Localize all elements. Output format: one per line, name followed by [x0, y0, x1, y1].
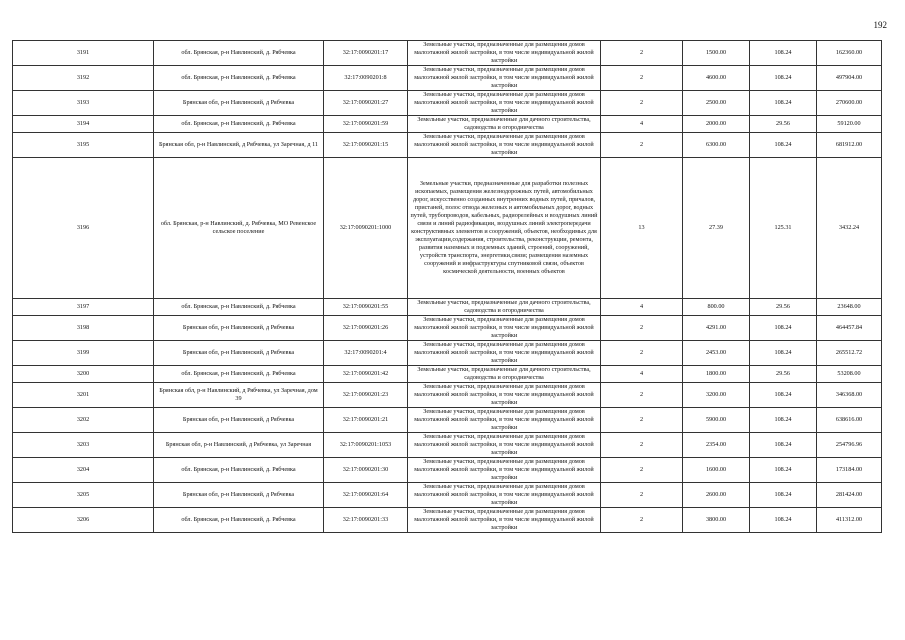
address-cell: обл. Брянская, р-н Навлинский, д. Рябчевка [154, 41, 324, 66]
land-use-cell: Земельные участки, предназначенные для размещения домов малоэтажной жилой застройки, в том числе индивидуальной жилой застройки [408, 133, 601, 158]
area-cell: 1500.00 [683, 41, 750, 66]
value-cell: 281424.00 [817, 483, 882, 508]
land-use-cell: Земельные участки, предназначенные для размещения домов малоэтажной жилой застройки, в том числе индивидуальной жилой застройки [408, 341, 601, 366]
row-number: 3203 [13, 433, 154, 458]
rate-cell: 108.24 [750, 458, 817, 483]
cadastral-number-cell: 32:17:0090201:59 [324, 116, 408, 133]
cadastral-number-cell: 32:17:0090201:27 [324, 91, 408, 116]
table-row [13, 408, 882, 433]
table-row [13, 158, 882, 299]
area-cell: 2500.00 [683, 91, 750, 116]
table-row [13, 366, 882, 383]
rate-cell: 29.56 [750, 366, 817, 383]
cadastral-number-cell: 32:17:0090201:23 [324, 383, 408, 408]
value-cell: 53208.00 [817, 366, 882, 383]
group-cell: 2 [601, 483, 683, 508]
address-cell: Брянская обл, р-н Навлинский, д Рябчевка [154, 483, 324, 508]
row-number: 3192 [13, 66, 154, 91]
area-cell: 2600.00 [683, 483, 750, 508]
address-cell: Брянская обл, р-н Навлинский, д Рябчевка [154, 91, 324, 116]
group-cell: 2 [601, 91, 683, 116]
table-row [13, 133, 882, 158]
rate-cell: 108.24 [750, 341, 817, 366]
cadastral-number-cell: 32:17:0090201:30 [324, 458, 408, 483]
table-row [13, 316, 882, 341]
cadastral-number-cell: 32:17:0090201:42 [324, 366, 408, 383]
group-cell: 2 [601, 41, 683, 66]
rate-cell: 108.24 [750, 433, 817, 458]
cadastral-number-cell: 32:17:0090201:8 [324, 66, 408, 91]
land-use-cell: Земельные участки, предназначенные для размещения домов малоэтажной жилой застройки, в том числе индивидуальной жилой застройки [408, 483, 601, 508]
land-use-cell: Земельные участки, предназначенные для размещения домов малоэтажной жилой застройки, в том числе индивидуальной жилой застройки [408, 316, 601, 341]
address-cell: Брянская обл, р-н Навлинский, д Рябчевка [154, 408, 324, 433]
land-use-cell: Земельные участки, предназначенные для размещения домов малоэтажной жилой застройки, в том числе индивидуальной жилой застройки [408, 408, 601, 433]
row-number: 3201 [13, 383, 154, 408]
table-row [13, 91, 882, 116]
area-cell: 4291.00 [683, 316, 750, 341]
group-cell: 4 [601, 116, 683, 133]
land-use-cell: Земельные участки, предназначенные для размещения домов малоэтажной жилой застройки, в том числе индивидуальной жилой застройки [408, 508, 601, 533]
area-cell: 5900.00 [683, 408, 750, 433]
rate-cell: 108.24 [750, 383, 817, 408]
group-cell: 2 [601, 458, 683, 483]
table-row [13, 116, 882, 133]
land-use-cell: Земельные участки, предназначенные для дачного строительства, садоводства и огородничества [408, 116, 601, 133]
value-cell: 173184.00 [817, 458, 882, 483]
area-cell: 2453.00 [683, 341, 750, 366]
cadastral-number-cell: 32:17:0090201:55 [324, 299, 408, 316]
value-cell: 638616.00 [817, 408, 882, 433]
row-number: 3205 [13, 483, 154, 508]
row-number: 3202 [13, 408, 154, 433]
value-cell: 162360.00 [817, 41, 882, 66]
table-row [13, 41, 882, 66]
land-use-cell: Земельные участки, предназначенные для размещения домов малоэтажной жилой застройки, в том числе индивидуальной жилой застройки [408, 458, 601, 483]
area-cell: 3200.00 [683, 383, 750, 408]
rate-cell: 108.24 [750, 91, 817, 116]
table-row [13, 458, 882, 483]
value-cell: 270600.00 [817, 91, 882, 116]
cadastral-number-cell: 32:17:0090201:64 [324, 483, 408, 508]
rate-cell: 108.24 [750, 66, 817, 91]
value-cell: 23648.00 [817, 299, 882, 316]
row-number: 3193 [13, 91, 154, 116]
cadastral-value-table [12, 40, 882, 533]
cadastral-number-cell: 32:17:0090201:1053 [324, 433, 408, 458]
address-cell: обл. Брянская, р-н Навлинский, д. Рябчевка, МО Ревенское сельское поселение [154, 158, 324, 299]
value-cell: 265512.72 [817, 341, 882, 366]
row-number: 3195 [13, 133, 154, 158]
row-number: 3196 [13, 158, 154, 299]
row-number: 3204 [13, 458, 154, 483]
address-cell: Брянская обл, р-н Навлинский, д Рябчевка, ул Заречная, д 11 [154, 133, 324, 158]
land-use-cell: Земельные участки, предназначенные для размещения домов малоэтажной жилой застройки, в том числе индивидуальной жилой застройки [408, 41, 601, 66]
rate-cell: 108.24 [750, 41, 817, 66]
area-cell: 27.39 [683, 158, 750, 299]
area-cell: 4600.00 [683, 66, 750, 91]
row-number: 3197 [13, 299, 154, 316]
page-number: 192 [873, 20, 887, 30]
land-use-cell: Земельные участки, предназначенные для дачного строительства, садоводства и огородничества [408, 299, 601, 316]
value-cell: 464457.84 [817, 316, 882, 341]
value-cell: 411312.00 [817, 508, 882, 533]
group-cell: 2 [601, 508, 683, 533]
table-row [13, 433, 882, 458]
group-cell: 2 [601, 433, 683, 458]
value-cell: 681912.00 [817, 133, 882, 158]
cadastral-number-cell: 32:17:0090201:15 [324, 133, 408, 158]
rate-cell: 108.24 [750, 483, 817, 508]
group-cell: 4 [601, 366, 683, 383]
cadastral-number-cell: 32:17:0090201:4 [324, 341, 408, 366]
row-number: 3200 [13, 366, 154, 383]
table-row [13, 66, 882, 91]
table-row [13, 383, 882, 408]
table-row [13, 483, 882, 508]
rate-cell: 108.24 [750, 133, 817, 158]
cadastral-number-cell: 32:17:0090201:17 [324, 41, 408, 66]
rate-cell: 125.31 [750, 158, 817, 299]
group-cell: 2 [601, 316, 683, 341]
row-number: 3194 [13, 116, 154, 133]
area-cell: 1600.00 [683, 458, 750, 483]
address-cell: Брянская обл, р-н Навлинский, д Рябчевка [154, 316, 324, 341]
group-cell: 2 [601, 383, 683, 408]
group-cell: 2 [601, 66, 683, 91]
table-row [13, 341, 882, 366]
address-cell: Брянская обл, р-н Навлинский, д Рябчевка, ул Заречная [154, 433, 324, 458]
row-number: 3199 [13, 341, 154, 366]
address-cell: обл. Брянская, р-н Навлинский, д. Рябчевка [154, 66, 324, 91]
address-cell: обл. Брянская, р-н Навлинский, д. Рябчевка [154, 366, 324, 383]
address-cell: обл. Брянская, р-н Навлинский, д. Рябчевка [154, 508, 324, 533]
address-cell: обл. Брянская, р-н Навлинский, д. Рябчевка [154, 116, 324, 133]
area-cell: 1800.00 [683, 366, 750, 383]
cadastral-number-cell: 32:17:0090201:33 [324, 508, 408, 533]
value-cell: 59120.00 [817, 116, 882, 133]
group-cell: 13 [601, 158, 683, 299]
group-cell: 2 [601, 408, 683, 433]
land-use-cell: Земельные участки, предназначенные для разработки полезных ископаемых, размещения железнодорожных путей, автомобильных дорог, искусственно созданных внутренних водных путей, причалов, пристаней, полос отвода железных и автомобильных дорог, водных путей, трубопроводов, кабельных, радиорелейных и воздушных линий связи и линий радиофикации, воздушных линий электропередачи конструктивных элементов и сооружений, объектов, необходимых для эксплуатации,содержания, строительства, реконструкции, ремонта, развития наземных и подземных зданий, строений, сооружений, устройств транспорта, энергетики,связи; размещения наземных сооружений и инфраструктуры спутниковой связи, объектов космической деятельности, военных объектов [408, 158, 601, 299]
group-cell: 2 [601, 341, 683, 366]
land-use-cell: Земельные участки, предназначенные для размещения домов малоэтажной жилой застройки, в том числе индивидуальной жилой застройки [408, 66, 601, 91]
rate-cell: 29.56 [750, 116, 817, 133]
area-cell: 2000.00 [683, 116, 750, 133]
address-cell: Брянская обл, р-н Навлинский, д Рябчевка, ул Заречная, дом 39 [154, 383, 324, 408]
group-cell: 2 [601, 133, 683, 158]
address-cell: Брянская обл, р-н Навлинский, д Рябчевка [154, 341, 324, 366]
rate-cell: 108.24 [750, 316, 817, 341]
value-cell: 497904.00 [817, 66, 882, 91]
rate-cell: 108.24 [750, 408, 817, 433]
address-cell: обл. Брянская, р-н Навлинский, д. Рябчевка [154, 458, 324, 483]
land-use-cell: Земельные участки, предназначенные для размещения домов малоэтажной жилой застройки, в том числе индивидуальной жилой застройки [408, 433, 601, 458]
group-cell: 4 [601, 299, 683, 316]
land-use-cell: Земельные участки, предназначенные для дачного строительства, садоводства и огородничества [408, 366, 601, 383]
rate-cell: 29.56 [750, 299, 817, 316]
area-cell: 3800.00 [683, 508, 750, 533]
rate-cell: 108.24 [750, 508, 817, 533]
row-number: 3206 [13, 508, 154, 533]
land-use-cell: Земельные участки, предназначенные для размещения домов малоэтажной жилой застройки, в том числе индивидуальной жилой застройки [408, 383, 601, 408]
value-cell: 3432.24 [817, 158, 882, 299]
cadastral-number-cell: 32:17:0090201:1000 [324, 158, 408, 299]
table-row [13, 299, 882, 316]
area-cell: 800.00 [683, 299, 750, 316]
address-cell: обл. Брянская, р-н Навлинский, д. Рябчевка [154, 299, 324, 316]
cadastral-number-cell: 32:17:0090201:21 [324, 408, 408, 433]
value-cell: 346368.00 [817, 383, 882, 408]
table-row [13, 508, 882, 533]
area-cell: 6300.00 [683, 133, 750, 158]
land-use-cell: Земельные участки, предназначенные для размещения домов малоэтажной жилой застройки, в том числе индивидуальной жилой застройки [408, 91, 601, 116]
area-cell: 2354.00 [683, 433, 750, 458]
row-number: 3191 [13, 41, 154, 66]
value-cell: 254796.96 [817, 433, 882, 458]
row-number: 3198 [13, 316, 154, 341]
cadastral-number-cell: 32:17:0090201:26 [324, 316, 408, 341]
